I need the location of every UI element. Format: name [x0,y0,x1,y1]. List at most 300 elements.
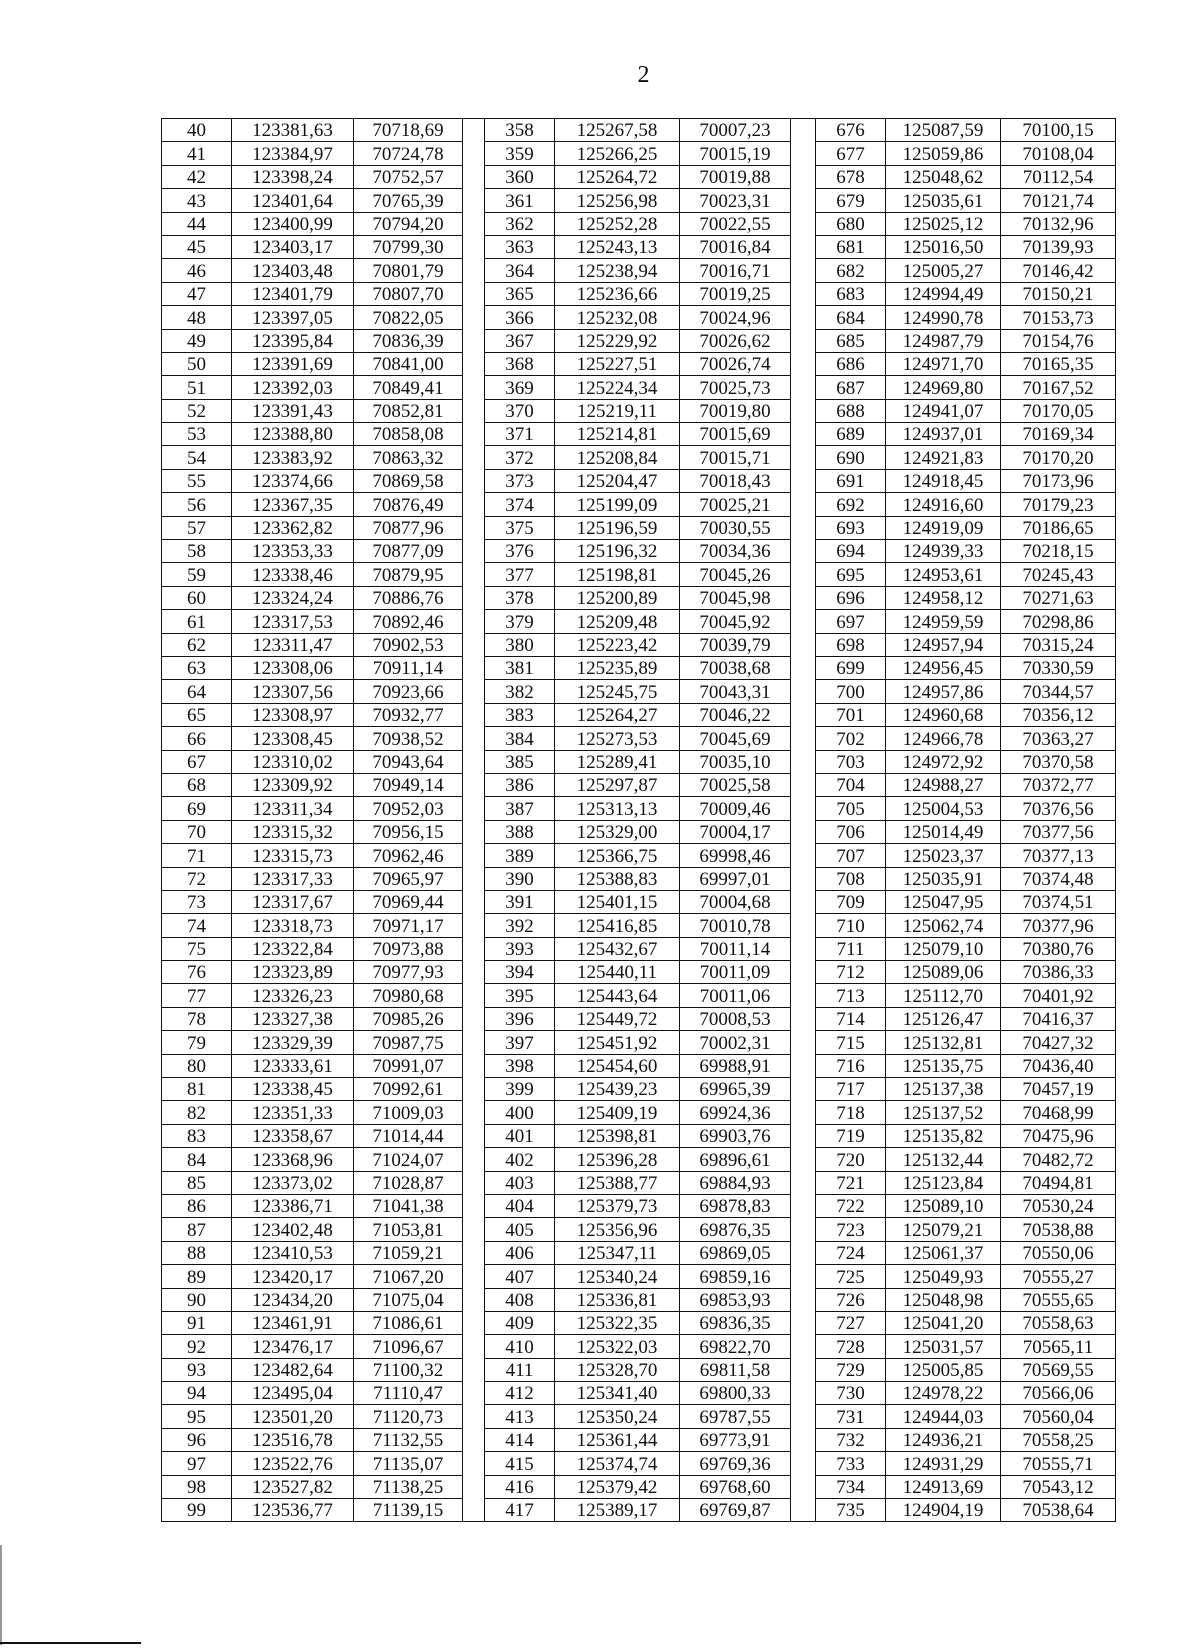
point-number-cell: 694 [816,540,886,563]
x-coordinate-cell: 125350,24 [555,1405,680,1428]
point-number-cell: 723 [816,1218,886,1241]
x-coordinate-cell: 124969,80 [886,376,1001,399]
point-number-cell: 59 [162,563,232,586]
x-coordinate-cell: 123381,63 [232,119,354,142]
y-coordinate-cell: 70985,26 [354,1007,463,1030]
x-coordinate-cell: 124957,86 [886,680,1001,703]
spacer-cell [463,1475,485,1498]
point-number-cell: 371 [485,423,555,446]
x-coordinate-cell: 125267,58 [555,119,680,142]
y-coordinate-cell: 70822,05 [354,306,463,329]
y-coordinate-cell: 70374,51 [1001,890,1116,913]
y-coordinate-cell: 70932,77 [354,703,463,726]
point-number-cell: 359 [485,142,555,165]
y-coordinate-cell: 70377,96 [1001,914,1116,937]
point-number-cell: 394 [485,961,555,984]
x-coordinate-cell: 123401,64 [232,189,354,212]
table-row [162,469,1116,492]
point-number-cell: 40 [162,119,232,142]
x-coordinate-cell: 125449,72 [555,1007,680,1030]
table-row [162,750,1116,773]
y-coordinate-cell: 70173,96 [1001,469,1116,492]
spacer-cell [463,1031,485,1054]
y-coordinate-cell: 69924,36 [680,1101,791,1124]
table-row [162,1335,1116,1358]
point-number-cell: 368 [485,352,555,375]
spacer-cell [463,329,485,352]
x-coordinate-cell: 125379,73 [555,1194,680,1217]
y-coordinate-cell: 70019,88 [680,165,791,188]
x-coordinate-cell: 123398,24 [232,165,354,188]
point-number-cell: 412 [485,1382,555,1405]
table-row [162,446,1116,469]
y-coordinate-cell: 69800,33 [680,1382,791,1405]
spacer-cell [463,1171,485,1194]
table-row [162,586,1116,609]
spacer-cell [463,306,485,329]
y-coordinate-cell: 70030,55 [680,516,791,539]
x-coordinate-cell: 125347,11 [555,1241,680,1264]
point-number-cell: 704 [816,773,886,796]
y-coordinate-cell: 70538,88 [1001,1218,1116,1241]
point-number-cell: 87 [162,1218,232,1241]
point-number-cell: 377 [485,563,555,586]
y-coordinate-cell: 70170,20 [1001,446,1116,469]
point-number-cell: 64 [162,680,232,703]
x-coordinate-cell: 123410,53 [232,1241,354,1264]
point-number-cell: 396 [485,1007,555,1030]
y-coordinate-cell: 70468,99 [1001,1101,1116,1124]
x-coordinate-cell: 123420,17 [232,1265,354,1288]
point-number-cell: 700 [816,680,886,703]
spacer-cell [463,937,485,960]
y-coordinate-cell: 70876,49 [354,493,463,516]
y-coordinate-cell: 70026,74 [680,352,791,375]
table-row [162,844,1116,867]
point-number-cell: 363 [485,235,555,258]
y-coordinate-cell: 71086,61 [354,1311,463,1334]
x-coordinate-cell: 125409,19 [555,1101,680,1124]
x-coordinate-cell: 125223,42 [555,633,680,656]
table-row [162,563,1116,586]
point-number-cell: 701 [816,703,886,726]
table-row [162,1382,1116,1405]
table-row [162,1288,1116,1311]
point-number-cell: 708 [816,867,886,890]
scan-edge-mark [0,1545,2,1645]
y-coordinate-cell: 70011,06 [680,984,791,1007]
point-number-cell: 370 [485,399,555,422]
point-number-cell: 712 [816,961,886,984]
point-number-cell: 47 [162,282,232,305]
spacer-cell [463,259,485,282]
spacer-cell [791,1007,816,1030]
y-coordinate-cell: 70801,79 [354,259,463,282]
spacer-cell [791,1124,816,1147]
point-number-cell: 374 [485,493,555,516]
point-number-cell: 89 [162,1265,232,1288]
x-coordinate-cell: 124941,07 [886,399,1001,422]
y-coordinate-cell: 71041,38 [354,1194,463,1217]
spacer-cell [791,1382,816,1405]
point-number-cell: 69 [162,797,232,820]
point-number-cell: 378 [485,586,555,609]
x-coordinate-cell: 125089,06 [886,961,1001,984]
table-row [162,1358,1116,1381]
point-number-cell: 391 [485,890,555,913]
point-number-cell: 379 [485,610,555,633]
x-coordinate-cell: 123307,56 [232,680,354,703]
x-coordinate-cell: 124960,68 [886,703,1001,726]
y-coordinate-cell: 70530,24 [1001,1194,1116,1217]
x-coordinate-cell: 125229,92 [555,329,680,352]
point-number-cell: 730 [816,1382,886,1405]
y-coordinate-cell: 70169,34 [1001,423,1116,446]
point-number-cell: 735 [816,1499,886,1522]
spacer-cell [463,984,485,1007]
point-number-cell: 360 [485,165,555,188]
x-coordinate-cell: 125135,82 [886,1124,1001,1147]
y-coordinate-cell: 70869,58 [354,469,463,492]
x-coordinate-cell: 125048,98 [886,1288,1001,1311]
table-row [162,1265,1116,1288]
point-number-cell: 695 [816,563,886,586]
spacer-cell [791,1288,816,1311]
x-coordinate-cell: 125049,93 [886,1265,1001,1288]
y-coordinate-cell: 70009,46 [680,797,791,820]
point-number-cell: 724 [816,1241,886,1264]
y-coordinate-cell: 69811,58 [680,1358,791,1381]
y-coordinate-cell: 70179,23 [1001,493,1116,516]
y-coordinate-cell: 70035,10 [680,750,791,773]
table-row [162,1311,1116,1334]
x-coordinate-cell: 125135,75 [886,1054,1001,1077]
y-coordinate-cell: 70186,65 [1001,516,1116,539]
y-coordinate-cell: 70555,65 [1001,1288,1116,1311]
x-coordinate-cell: 125023,37 [886,844,1001,867]
spacer-cell [463,469,485,492]
spacer-cell [791,212,816,235]
point-number-cell: 696 [816,586,886,609]
y-coordinate-cell: 70245,43 [1001,563,1116,586]
x-coordinate-cell: 123383,92 [232,446,354,469]
x-coordinate-cell: 124966,78 [886,727,1001,750]
x-coordinate-cell: 125329,00 [555,820,680,843]
point-number-cell: 386 [485,773,555,796]
y-coordinate-cell: 70376,56 [1001,797,1116,820]
y-coordinate-cell: 71138,25 [354,1475,463,1498]
y-coordinate-cell: 69997,01 [680,867,791,890]
y-coordinate-cell: 70315,24 [1001,633,1116,656]
table-row [162,961,1116,984]
spacer-cell [791,493,816,516]
point-number-cell: 410 [485,1335,555,1358]
table-row [162,1499,1116,1522]
y-coordinate-cell: 69787,55 [680,1405,791,1428]
x-coordinate-cell: 124937,01 [886,423,1001,446]
point-number-cell: 725 [816,1265,886,1288]
y-coordinate-cell: 71135,07 [354,1452,463,1475]
point-number-cell: 703 [816,750,886,773]
y-coordinate-cell: 70849,41 [354,376,463,399]
table-row [162,1405,1116,1428]
point-number-cell: 684 [816,306,886,329]
spacer-cell [791,703,816,726]
y-coordinate-cell: 70436,40 [1001,1054,1116,1077]
point-number-cell: 82 [162,1101,232,1124]
y-coordinate-cell: 69903,76 [680,1124,791,1147]
spacer-cell [791,820,816,843]
y-coordinate-cell: 71100,32 [354,1358,463,1381]
spacer-cell [791,1101,816,1124]
y-coordinate-cell: 70153,73 [1001,306,1116,329]
point-number-cell: 366 [485,306,555,329]
table-row [162,1194,1116,1217]
table-row [162,329,1116,352]
spacer-cell [463,540,485,563]
x-coordinate-cell: 123527,82 [232,1475,354,1498]
spacer-cell [791,563,816,586]
table-row [162,820,1116,843]
point-number-cell: 45 [162,235,232,258]
x-coordinate-cell: 125252,28 [555,212,680,235]
spacer-cell [791,1031,816,1054]
y-coordinate-cell: 70752,57 [354,165,463,188]
x-coordinate-cell: 124956,45 [886,656,1001,679]
point-number-cell: 92 [162,1335,232,1358]
table-row [162,212,1116,235]
spacer-cell [463,1007,485,1030]
spacer-cell [791,1148,816,1171]
y-coordinate-cell: 70879,95 [354,563,463,586]
table-row [162,890,1116,913]
y-coordinate-cell: 70007,23 [680,119,791,142]
point-number-cell: 57 [162,516,232,539]
y-coordinate-cell: 70271,63 [1001,586,1116,609]
point-number-cell: 373 [485,469,555,492]
point-number-cell: 390 [485,867,555,890]
spacer-cell [791,1265,816,1288]
y-coordinate-cell: 70108,04 [1001,142,1116,165]
x-coordinate-cell: 125440,11 [555,961,680,984]
y-coordinate-cell: 70558,63 [1001,1311,1116,1334]
y-coordinate-cell: 70363,27 [1001,727,1116,750]
x-coordinate-cell: 125396,28 [555,1148,680,1171]
spacer-cell [791,727,816,750]
x-coordinate-cell: 123384,97 [232,142,354,165]
x-coordinate-cell: 125196,59 [555,516,680,539]
point-number-cell: 402 [485,1148,555,1171]
x-coordinate-cell: 123434,20 [232,1288,354,1311]
point-number-cell: 688 [816,399,886,422]
y-coordinate-cell: 70374,48 [1001,867,1116,890]
point-number-cell: 364 [485,259,555,282]
spacer-cell [463,610,485,633]
point-number-cell: 98 [162,1475,232,1498]
y-coordinate-cell: 70344,57 [1001,680,1116,703]
spacer-cell [791,469,816,492]
spacer-cell [791,656,816,679]
spacer-cell [791,937,816,960]
point-number-cell: 732 [816,1428,886,1451]
x-coordinate-cell: 123317,53 [232,610,354,633]
y-coordinate-cell: 70923,66 [354,680,463,703]
y-coordinate-cell: 69869,05 [680,1241,791,1264]
spacer-cell [791,1171,816,1194]
point-number-cell: 62 [162,633,232,656]
spacer-cell [791,540,816,563]
spacer-cell [463,1124,485,1147]
y-coordinate-cell: 70038,68 [680,656,791,679]
x-coordinate-cell: 123391,69 [232,352,354,375]
point-number-cell: 702 [816,727,886,750]
point-number-cell: 415 [485,1452,555,1475]
y-coordinate-cell: 70015,69 [680,423,791,446]
x-coordinate-cell: 123400,99 [232,212,354,235]
table-row [162,259,1116,282]
x-coordinate-cell: 125079,21 [886,1218,1001,1241]
table-row [162,867,1116,890]
y-coordinate-cell: 69769,36 [680,1452,791,1475]
y-coordinate-cell: 69884,93 [680,1171,791,1194]
y-coordinate-cell: 70971,17 [354,914,463,937]
spacer-cell [791,306,816,329]
point-number-cell: 46 [162,259,232,282]
point-number-cell: 413 [485,1405,555,1428]
spacer-cell [791,329,816,352]
x-coordinate-cell: 123353,33 [232,540,354,563]
x-coordinate-cell: 125416,85 [555,914,680,937]
y-coordinate-cell: 70015,19 [680,142,791,165]
y-coordinate-cell: 70555,27 [1001,1265,1116,1288]
table-row [162,399,1116,422]
y-coordinate-cell: 71024,07 [354,1148,463,1171]
spacer-cell [463,282,485,305]
y-coordinate-cell: 70022,55 [680,212,791,235]
spacer-cell [791,844,816,867]
point-number-cell: 48 [162,306,232,329]
x-coordinate-cell: 123373,02 [232,1171,354,1194]
x-coordinate-cell: 123536,77 [232,1499,354,1522]
spacer-cell [791,399,816,422]
point-number-cell: 88 [162,1241,232,1264]
spacer-cell [791,1218,816,1241]
spacer-cell [791,165,816,188]
y-coordinate-cell: 69768,60 [680,1475,791,1498]
x-coordinate-cell: 125266,25 [555,142,680,165]
y-coordinate-cell: 70139,93 [1001,235,1116,258]
x-coordinate-cell: 123329,39 [232,1031,354,1054]
y-coordinate-cell: 70965,97 [354,867,463,890]
point-number-cell: 711 [816,937,886,960]
point-number-cell: 77 [162,984,232,1007]
y-coordinate-cell: 69988,91 [680,1054,791,1077]
x-coordinate-cell: 125214,81 [555,423,680,446]
table-row [162,1218,1116,1241]
y-coordinate-cell: 70025,21 [680,493,791,516]
y-coordinate-cell: 70969,44 [354,890,463,913]
x-coordinate-cell: 123482,64 [232,1358,354,1381]
y-coordinate-cell: 70401,92 [1001,984,1116,1007]
spacer-cell [463,516,485,539]
y-coordinate-cell: 69998,46 [680,844,791,867]
point-number-cell: 727 [816,1311,886,1334]
x-coordinate-cell: 125041,20 [886,1311,1001,1334]
x-coordinate-cell: 124913,69 [886,1475,1001,1498]
point-number-cell: 75 [162,937,232,960]
y-coordinate-cell: 71067,20 [354,1265,463,1288]
point-number-cell: 395 [485,984,555,1007]
point-number-cell: 676 [816,119,886,142]
point-number-cell: 404 [485,1194,555,1217]
y-coordinate-cell: 70457,19 [1001,1078,1116,1101]
y-coordinate-cell: 70330,59 [1001,656,1116,679]
point-number-cell: 677 [816,142,886,165]
point-number-cell: 406 [485,1241,555,1264]
point-number-cell: 392 [485,914,555,937]
point-number-cell: 408 [485,1288,555,1311]
spacer-cell [463,142,485,165]
y-coordinate-cell: 70956,15 [354,820,463,843]
x-coordinate-cell: 124988,27 [886,773,1001,796]
point-number-cell: 99 [162,1499,232,1522]
spacer-cell [463,633,485,656]
point-number-cell: 51 [162,376,232,399]
table-row [162,937,1116,960]
point-number-cell: 44 [162,212,232,235]
y-coordinate-cell: 70121,74 [1001,189,1116,212]
spacer-cell [791,119,816,142]
y-coordinate-cell: 71053,81 [354,1218,463,1241]
y-coordinate-cell: 69896,61 [680,1148,791,1171]
x-coordinate-cell: 123338,45 [232,1078,354,1101]
point-number-cell: 707 [816,844,886,867]
table-row [162,376,1116,399]
spacer-cell [791,586,816,609]
x-coordinate-cell: 125451,92 [555,1031,680,1054]
y-coordinate-cell: 70002,31 [680,1031,791,1054]
point-number-cell: 79 [162,1031,232,1054]
spacer-cell [791,773,816,796]
point-number-cell: 68 [162,773,232,796]
x-coordinate-cell: 123401,79 [232,282,354,305]
point-number-cell: 42 [162,165,232,188]
x-coordinate-cell: 125137,38 [886,1078,1001,1101]
table-row [162,984,1116,1007]
spacer-cell [791,1311,816,1334]
point-number-cell: 689 [816,423,886,446]
x-coordinate-cell: 125245,75 [555,680,680,703]
x-coordinate-cell: 124919,09 [886,516,1001,539]
x-coordinate-cell: 125079,10 [886,937,1001,960]
point-number-cell: 383 [485,703,555,726]
x-coordinate-cell: 125199,09 [555,493,680,516]
point-number-cell: 382 [485,680,555,703]
x-coordinate-cell: 125243,13 [555,235,680,258]
x-coordinate-cell: 125025,12 [886,212,1001,235]
spacer-cell [463,446,485,469]
x-coordinate-cell: 125196,32 [555,540,680,563]
table-row [162,1428,1116,1451]
y-coordinate-cell: 70154,76 [1001,329,1116,352]
point-number-cell: 358 [485,119,555,142]
point-number-cell: 83 [162,1124,232,1147]
coordinate-table [161,118,1116,1522]
spacer-cell [791,984,816,1007]
x-coordinate-cell: 124916,60 [886,493,1001,516]
point-number-cell: 97 [162,1452,232,1475]
x-coordinate-cell: 125035,91 [886,867,1001,890]
